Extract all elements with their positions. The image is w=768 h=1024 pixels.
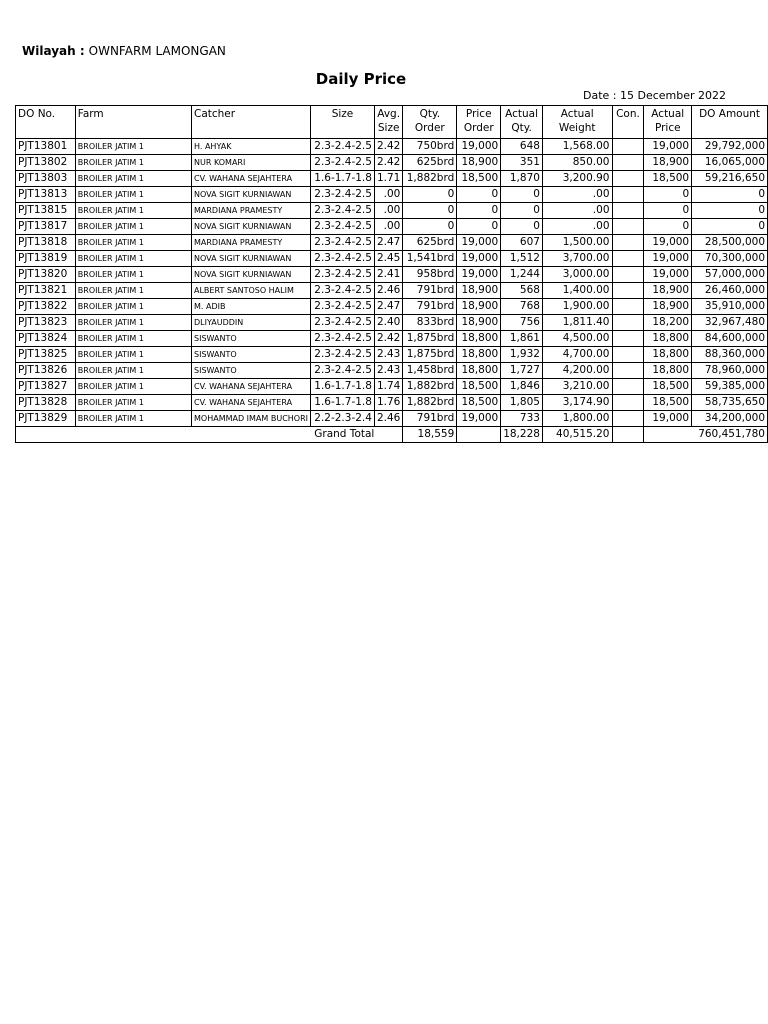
cell-size: 2.3-2.4-2.5	[311, 331, 375, 347]
cell-farm: BROILER JATIM 1	[75, 251, 191, 267]
cell-size: 2.3-2.4-2.5	[311, 203, 375, 219]
table-row	[16, 235, 768, 251]
cell-actual-weight: 3,210.00	[542, 379, 612, 395]
cell-catcher: SISWANTO	[192, 363, 311, 379]
cell-do-amount: 57,000,000	[692, 267, 768, 283]
cell-farm: BROILER JATIM 1	[75, 363, 191, 379]
cell-avg-size: 2.47	[374, 299, 402, 315]
cell-actual-qty: 0	[501, 187, 543, 203]
cell-actual-qty: 756	[501, 315, 543, 331]
table-row	[16, 203, 768, 219]
cell-do-no: PJT13822	[16, 299, 76, 315]
cell-avg-size: 2.46	[374, 283, 402, 299]
cell-actual-weight: 1,500.00	[542, 235, 612, 251]
cell-avg-size: 2.45	[374, 251, 402, 267]
cell-actual-price: 18,800	[644, 363, 692, 379]
cell-do-amount: 78,960,000	[692, 363, 768, 379]
cell-price-order: 18,900	[457, 283, 501, 299]
cell-con	[612, 203, 644, 219]
cell-qty-order: 791brd	[403, 411, 457, 427]
grand-total-row	[16, 427, 768, 443]
col-header-con: Con.	[612, 106, 644, 139]
cell-actual-qty: 1,727	[501, 363, 543, 379]
cell-catcher: NUR KOMARI	[192, 155, 311, 171]
cell-actual-qty: 0	[501, 219, 543, 235]
table-row	[16, 395, 768, 411]
grand-total-actual-qty: 18,228	[501, 427, 543, 443]
cell-actual-weight: .00	[542, 219, 612, 235]
cell-avg-size: 1.71	[374, 171, 402, 187]
cell-actual-qty: 1,846	[501, 379, 543, 395]
cell-do-amount: 59,385,000	[692, 379, 768, 395]
cell-size: 2.3-2.4-2.5	[311, 251, 375, 267]
col-header-do-amount: DO Amount	[692, 106, 768, 139]
cell-qty-order: 1,875brd	[403, 331, 457, 347]
cell-avg-size: 2.43	[374, 347, 402, 363]
region-line	[22, 44, 226, 58]
cell-qty-order: 833brd	[403, 315, 457, 331]
cell-con	[612, 187, 644, 203]
cell-avg-size: .00	[374, 219, 402, 235]
cell-do-amount: 28,500,000	[692, 235, 768, 251]
table-row	[16, 251, 768, 267]
cell-catcher: SISWANTO	[192, 331, 311, 347]
table-row	[16, 315, 768, 331]
cell-con	[612, 347, 644, 363]
cell-size: 2.3-2.4-2.5	[311, 315, 375, 331]
cell-do-no: PJT13828	[16, 395, 76, 411]
cell-actual-weight: .00	[542, 187, 612, 203]
cell-actual-weight: 4,700.00	[542, 347, 612, 363]
cell-avg-size: 2.42	[374, 139, 402, 155]
table-row	[16, 379, 768, 395]
cell-farm: BROILER JATIM 1	[75, 411, 191, 427]
cell-price-order: 18,500	[457, 379, 501, 395]
cell-farm: BROILER JATIM 1	[75, 187, 191, 203]
table-row	[16, 187, 768, 203]
col-header-actual-qty: Actual Qty.	[501, 106, 543, 139]
cell-price-order: 18,500	[457, 171, 501, 187]
table-row	[16, 219, 768, 235]
cell-price-order: 18,900	[457, 315, 501, 331]
cell-farm: BROILER JATIM 1	[75, 171, 191, 187]
cell-farm: BROILER JATIM 1	[75, 139, 191, 155]
cell-actual-qty: 351	[501, 155, 543, 171]
cell-price-order: 0	[457, 219, 501, 235]
cell-con	[612, 171, 644, 187]
cell-qty-order: 625brd	[403, 235, 457, 251]
cell-farm: BROILER JATIM 1	[75, 395, 191, 411]
cell-con	[612, 139, 644, 155]
cell-avg-size: 1.76	[374, 395, 402, 411]
cell-con	[612, 155, 644, 171]
cell-actual-qty: 568	[501, 283, 543, 299]
cell-con	[612, 315, 644, 331]
cell-do-amount: 0	[692, 203, 768, 219]
grand-total-actual-price-blank	[644, 427, 692, 443]
table-row	[16, 347, 768, 363]
cell-actual-qty: 1,932	[501, 347, 543, 363]
cell-avg-size: 2.42	[374, 331, 402, 347]
cell-actual-weight: 1,800.00	[542, 411, 612, 427]
cell-do-no: PJT13819	[16, 251, 76, 267]
cell-actual-qty: 1,870	[501, 171, 543, 187]
cell-avg-size: 2.47	[374, 235, 402, 251]
cell-qty-order: 958brd	[403, 267, 457, 283]
cell-size: 2.3-2.4-2.5	[311, 155, 375, 171]
cell-actual-price: 19,000	[644, 139, 692, 155]
cell-actual-qty: 1,805	[501, 395, 543, 411]
col-header-actual-weight: Actual Weight	[542, 106, 612, 139]
table-row	[16, 331, 768, 347]
table-row	[16, 171, 768, 187]
cell-do-amount: 32,967,480	[692, 315, 768, 331]
cell-do-no: PJT13803	[16, 171, 76, 187]
cell-avg-size: 2.46	[374, 411, 402, 427]
cell-qty-order: 791brd	[403, 299, 457, 315]
cell-price-order: 18,900	[457, 155, 501, 171]
cell-do-amount: 29,792,000	[692, 139, 768, 155]
cell-actual-qty: 0	[501, 203, 543, 219]
cell-catcher: MARDIANA PRAMESTY	[192, 235, 311, 251]
cell-size: 2.3-2.4-2.5	[311, 363, 375, 379]
cell-qty-order: 1,875brd	[403, 347, 457, 363]
cell-catcher: CV. WAHANA SEJAHTERA	[192, 379, 311, 395]
cell-price-order: 18,900	[457, 299, 501, 315]
cell-actual-price: 0	[644, 203, 692, 219]
cell-farm: BROILER JATIM 1	[75, 347, 191, 363]
cell-catcher: MOHAMMAD IMAM BUCHORI	[192, 411, 311, 427]
cell-actual-weight: 1,811.40	[542, 315, 612, 331]
cell-actual-price: 18,900	[644, 155, 692, 171]
cell-actual-qty: 1,512	[501, 251, 543, 267]
cell-do-no: PJT13824	[16, 331, 76, 347]
cell-qty-order: 625brd	[403, 155, 457, 171]
cell-qty-order: 0	[403, 203, 457, 219]
cell-actual-price: 18,500	[644, 395, 692, 411]
table-row	[16, 139, 768, 155]
cell-actual-weight: .00	[542, 203, 612, 219]
cell-size: 2.3-2.4-2.5	[311, 235, 375, 251]
cell-size: 2.3-2.4-2.5	[311, 219, 375, 235]
cell-do-no: PJT13801	[16, 139, 76, 155]
report-date: Date : 15 December 2022	[583, 89, 727, 102]
cell-do-amount: 26,460,000	[692, 283, 768, 299]
cell-do-no: PJT13802	[16, 155, 76, 171]
cell-do-amount: 35,910,000	[692, 299, 768, 315]
cell-do-no: PJT13823	[16, 315, 76, 331]
cell-do-no: PJT13825	[16, 347, 76, 363]
cell-actual-qty: 607	[501, 235, 543, 251]
cell-actual-weight: 1,900.00	[542, 299, 612, 315]
cell-catcher: SISWANTO	[192, 347, 311, 363]
cell-con	[612, 331, 644, 347]
cell-size: 2.3-2.4-2.5	[311, 267, 375, 283]
cell-catcher: MARDIANA PRAMESTY	[192, 203, 311, 219]
cell-do-no: PJT13818	[16, 235, 76, 251]
cell-farm: BROILER JATIM 1	[75, 331, 191, 347]
cell-farm: BROILER JATIM 1	[75, 235, 191, 251]
cell-actual-qty: 733	[501, 411, 543, 427]
cell-avg-size: 2.43	[374, 363, 402, 379]
cell-do-amount: 88,360,000	[692, 347, 768, 363]
cell-size: 2.3-2.4-2.5	[311, 139, 375, 155]
cell-do-amount: 58,735,650	[692, 395, 768, 411]
cell-catcher: DLIYAUDDIN	[192, 315, 311, 331]
cell-con	[612, 219, 644, 235]
cell-farm: BROILER JATIM 1	[75, 315, 191, 331]
cell-actual-weight: 3,200.90	[542, 171, 612, 187]
cell-do-amount: 59,216,650	[692, 171, 768, 187]
table-row	[16, 155, 768, 171]
cell-actual-price: 18,900	[644, 283, 692, 299]
cell-price-order: 19,000	[457, 251, 501, 267]
cell-price-order: 19,000	[457, 235, 501, 251]
cell-size: 2.3-2.4-2.5	[311, 347, 375, 363]
cell-con	[612, 363, 644, 379]
cell-qty-order: 750brd	[403, 139, 457, 155]
cell-qty-order: 0	[403, 219, 457, 235]
cell-con	[612, 235, 644, 251]
cell-size: 2.3-2.4-2.5	[311, 299, 375, 315]
col-header-catcher: Catcher	[192, 106, 311, 139]
col-header-price-order: Price Order	[457, 106, 501, 139]
grand-total-do-amount: 760,451,780	[692, 427, 768, 443]
cell-do-no: PJT13817	[16, 219, 76, 235]
cell-catcher: CV. WAHANA SEJAHTERA	[192, 395, 311, 411]
table-body	[16, 139, 768, 427]
cell-actual-price: 18,200	[644, 315, 692, 331]
cell-size: 2.2-2.3-2.4	[311, 411, 375, 427]
cell-actual-weight: 3,000.00	[542, 267, 612, 283]
cell-qty-order: 1,882brd	[403, 171, 457, 187]
cell-price-order: 19,000	[457, 139, 501, 155]
col-header-qty-order: Qty. Order	[403, 106, 457, 139]
cell-size: 2.3-2.4-2.5	[311, 187, 375, 203]
cell-price-order: 0	[457, 203, 501, 219]
cell-actual-price: 19,000	[644, 411, 692, 427]
cell-con	[612, 411, 644, 427]
col-header-avg-size: Avg. Size	[374, 106, 402, 139]
cell-actual-price: 19,000	[644, 251, 692, 267]
cell-size: 1.6-1.7-1.8	[311, 395, 375, 411]
cell-con	[612, 251, 644, 267]
cell-qty-order: 1,458brd	[403, 363, 457, 379]
cell-actual-qty: 1,861	[501, 331, 543, 347]
cell-price-order: 18,800	[457, 363, 501, 379]
cell-price-order: 18,800	[457, 331, 501, 347]
cell-actual-weight: 850.00	[542, 155, 612, 171]
cell-do-amount: 0	[692, 219, 768, 235]
grand-total-con-blank	[612, 427, 644, 443]
table-row	[16, 283, 768, 299]
cell-catcher: H. AHYAK	[192, 139, 311, 155]
cell-farm: BROILER JATIM 1	[75, 219, 191, 235]
table-header-row	[16, 106, 768, 139]
cell-qty-order: 1,541brd	[403, 251, 457, 267]
cell-do-amount: 0	[692, 187, 768, 203]
cell-farm: BROILER JATIM 1	[75, 379, 191, 395]
col-header-actual-price: Actual Price	[644, 106, 692, 139]
cell-farm: BROILER JATIM 1	[75, 299, 191, 315]
cell-actual-price: 18,500	[644, 171, 692, 187]
cell-actual-weight: 1,400.00	[542, 283, 612, 299]
cell-price-order: 18,500	[457, 395, 501, 411]
cell-do-no: PJT13820	[16, 267, 76, 283]
grand-total-qty-order: 18,559	[403, 427, 457, 443]
cell-actual-weight: 1,568.00	[542, 139, 612, 155]
daily-price-table	[15, 105, 768, 443]
cell-price-order: 0	[457, 187, 501, 203]
cell-actual-price: 19,000	[644, 267, 692, 283]
cell-actual-price: 19,000	[644, 235, 692, 251]
grand-total-actual-weight: 40,515.20	[542, 427, 612, 443]
cell-actual-qty: 648	[501, 139, 543, 155]
cell-actual-qty: 1,244	[501, 267, 543, 283]
grand-total-price-order-blank	[457, 427, 501, 443]
cell-con	[612, 395, 644, 411]
cell-avg-size: .00	[374, 203, 402, 219]
grand-total-label: Grand Total	[16, 427, 403, 443]
cell-qty-order: 1,882brd	[403, 395, 457, 411]
report-title: Daily Price	[315, 70, 407, 88]
cell-avg-size: 2.41	[374, 267, 402, 283]
cell-farm: BROILER JATIM 1	[75, 203, 191, 219]
cell-con	[612, 267, 644, 283]
cell-con	[612, 283, 644, 299]
cell-do-no: PJT13815	[16, 203, 76, 219]
cell-catcher: M. ADIB	[192, 299, 311, 315]
cell-do-no: PJT13829	[16, 411, 76, 427]
cell-actual-weight: 3,174.90	[542, 395, 612, 411]
cell-actual-price: 18,800	[644, 347, 692, 363]
cell-actual-price: 18,900	[644, 299, 692, 315]
cell-farm: BROILER JATIM 1	[75, 155, 191, 171]
cell-do-no: PJT13813	[16, 187, 76, 203]
cell-do-no: PJT13827	[16, 379, 76, 395]
cell-actual-price: 0	[644, 187, 692, 203]
cell-actual-weight: 4,200.00	[542, 363, 612, 379]
table-row	[16, 267, 768, 283]
cell-avg-size: 1.74	[374, 379, 402, 395]
cell-size: 1.6-1.7-1.8	[311, 171, 375, 187]
cell-size: 2.3-2.4-2.5	[311, 283, 375, 299]
cell-qty-order: 1,882brd	[403, 379, 457, 395]
cell-price-order: 19,000	[457, 411, 501, 427]
cell-actual-price: 0	[644, 219, 692, 235]
cell-do-amount: 16,065,000	[692, 155, 768, 171]
cell-do-amount: 84,600,000	[692, 331, 768, 347]
cell-catcher: CV. WAHANA SEJAHTERA	[192, 171, 311, 187]
col-header-farm: Farm	[75, 106, 191, 139]
cell-avg-size: .00	[374, 187, 402, 203]
cell-size: 1.6-1.7-1.8	[311, 379, 375, 395]
table-row	[16, 299, 768, 315]
cell-avg-size: 2.42	[374, 155, 402, 171]
cell-do-amount: 70,300,000	[692, 251, 768, 267]
cell-catcher: NOVA SIGIT KURNIAWAN	[192, 219, 311, 235]
cell-con	[612, 379, 644, 395]
cell-actual-weight: 3,700.00	[542, 251, 612, 267]
cell-qty-order: 791brd	[403, 283, 457, 299]
cell-avg-size: 2.40	[374, 315, 402, 331]
cell-actual-price: 18,500	[644, 379, 692, 395]
cell-qty-order: 0	[403, 187, 457, 203]
cell-actual-qty: 768	[501, 299, 543, 315]
table-row	[16, 363, 768, 379]
cell-catcher: NOVA SIGIT KURNIAWAN	[192, 251, 311, 267]
cell-catcher: NOVA SIGIT KURNIAWAN	[192, 187, 311, 203]
cell-do-no: PJT13821	[16, 283, 76, 299]
cell-price-order: 19,000	[457, 267, 501, 283]
cell-price-order: 18,800	[457, 347, 501, 363]
cell-con	[612, 299, 644, 315]
region-label: Wilayah :	[22, 44, 85, 58]
cell-farm: BROILER JATIM 1	[75, 267, 191, 283]
cell-catcher: ALBERT SANTOSO HALIM	[192, 283, 311, 299]
cell-actual-weight: 4,500.00	[542, 331, 612, 347]
region-value: OWNFARM LAMONGAN	[88, 44, 226, 58]
cell-do-amount: 34,200,000	[692, 411, 768, 427]
cell-farm: BROILER JATIM 1	[75, 283, 191, 299]
col-header-size: Size	[311, 106, 375, 139]
cell-catcher: NOVA SIGIT KURNIAWAN	[192, 267, 311, 283]
table-row	[16, 411, 768, 427]
col-header-do-no: DO No.	[16, 106, 76, 139]
cell-do-no: PJT13826	[16, 363, 76, 379]
cell-actual-price: 18,800	[644, 331, 692, 347]
